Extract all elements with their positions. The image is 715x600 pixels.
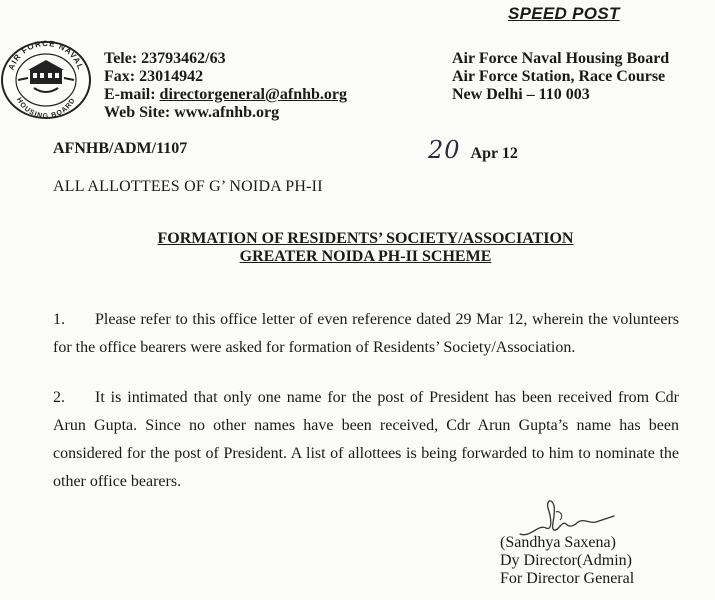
address-line-3: New Delhi – 110 003 — [452, 86, 590, 103]
logo-bottom-text: HOUSING BOARD — [14, 96, 78, 120]
telephone: Tele: 23793462/63 — [104, 50, 226, 67]
signatory-designation: Dy Director(Admin) — [500, 552, 632, 569]
letter-date — [428, 136, 518, 164]
fax: Fax: 23014942 — [104, 68, 204, 85]
date-month-year: Apr 12 — [470, 145, 518, 162]
website: Web Site: www.afnhb.org — [104, 104, 280, 121]
afnhb-logo — [0, 40, 92, 120]
paragraph-number: 2. — [53, 389, 65, 406]
date-day-handwritten: 20 — [428, 136, 461, 164]
email-link[interactable]: directorgeneral@afnhb.org — [159, 86, 347, 103]
signature-block — [500, 534, 634, 588]
paragraph-1 — [53, 306, 679, 362]
paragraph-text: It is intimated that only one name for the post of President has been received from Cdr Arun Gupta. Since no other names have been received, Cdr Arun Gupta’s name has been considered for the post of President. A list of allottees is being forwarded to him to nominate the other office bearers. — [53, 389, 679, 490]
address-line-2: Air Force Station, Race Course — [452, 68, 666, 85]
email-line — [104, 86, 347, 104]
address-line-1: Air Force Naval Housing Board — [452, 50, 670, 67]
contact-block — [104, 50, 347, 122]
logo-top-text: AIR FORCE NAVAL — [6, 40, 86, 72]
signatory-name: (Sandhya Saxena) — [500, 534, 616, 551]
sender-address — [452, 50, 669, 104]
paragraph-2 — [53, 384, 679, 496]
paragraph-text: Please refer to this office letter of even reference dated 29 Mar 12, wherein the volunteers for the office bearers were asked for formation of Residents’ Society/Association. — [53, 311, 679, 356]
signatory-for: For Director General — [500, 570, 635, 587]
subject — [0, 230, 715, 266]
paragraph-number: 1. — [53, 311, 65, 328]
reference-number: AFNHB/ADM/1107 — [53, 140, 188, 157]
speed-post-label: SPEED POST — [508, 4, 620, 23]
subject-line-2: GREATER NOIDA PH-II SCHEME — [239, 248, 492, 265]
addressee: ALL ALLOTTEES OF G’ NOIDA PH-II — [53, 178, 323, 195]
email-label: E-mail: — [104, 86, 160, 103]
subject-line-1: FORMATION OF RESIDENTS’ SOCIETY/ASSOCIATION — [157, 230, 574, 247]
